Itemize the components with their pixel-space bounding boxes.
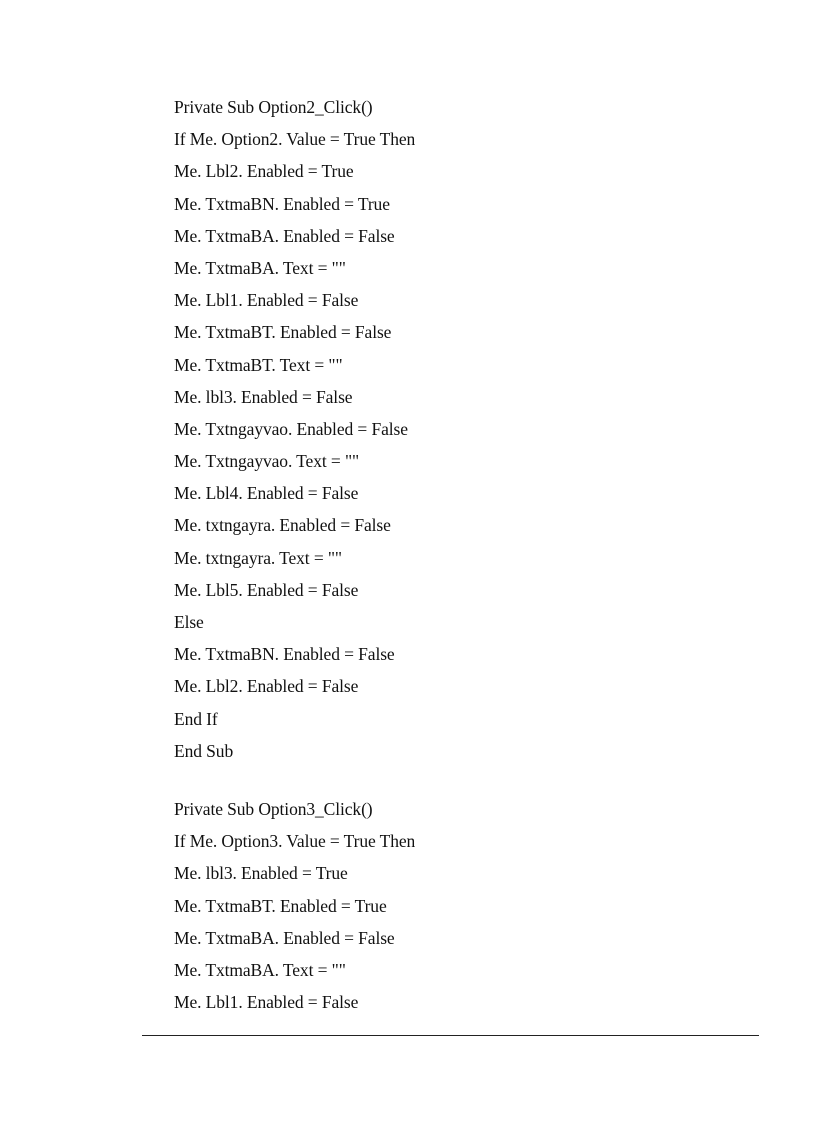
code-line: Me. lbl3. Enabled = False (174, 386, 353, 407)
code-line: Me. Txtngayvao. Text = "" (174, 451, 360, 472)
code-line: Me. Lbl5. Enabled = False (174, 579, 359, 600)
code-line: Me. txtngayra. Text = "" (174, 547, 342, 568)
code-line: Me. TxtmaBT. Enabled = False (174, 322, 392, 343)
code-line: If Me. Option3. Value = True Then (174, 831, 416, 852)
code-line: End Sub (174, 740, 234, 761)
code-line: Private Sub Option2_Click() (174, 97, 373, 117)
code-line: Me. TxtmaBA. Text = "" (174, 257, 346, 278)
code-line: End If (174, 708, 218, 729)
code-line: Me. TxtmaBT. Enabled = True (174, 895, 387, 916)
code-line: Me. Lbl2. Enabled = True (174, 161, 354, 182)
code-block-option2 (174, 91, 734, 767)
code-line: Me. Lbl2. Enabled = False (174, 676, 359, 697)
code-line: Me. TxtmaBA. Enabled = False (174, 225, 395, 246)
code-line: Me. txtngayra. Enabled = False (174, 515, 391, 536)
code-line: Else (174, 612, 204, 632)
code-block-option3 (174, 793, 734, 1018)
code-line: Private Sub Option3_Click() (174, 799, 373, 819)
footer-divider (142, 1035, 759, 1036)
code-line: Me. TxtmaBN. Enabled = True (174, 193, 390, 214)
code-line: Me. Lbl4. Enabled = False (174, 483, 359, 504)
code-line: Me. TxtmaBA. Enabled = False (174, 927, 395, 948)
code-line: Me. TxtmaBA. Text = "" (174, 959, 346, 980)
code-line: If Me. Option2. Value = True Then (174, 129, 416, 150)
code-line: Me. TxtmaBT. Text = "" (174, 354, 343, 375)
code-line: Me. TxtmaBN. Enabled = False (174, 644, 395, 665)
code-line: Me. lbl3. Enabled = True (174, 863, 348, 884)
code-line: Me. Txtngayvao. Enabled = False (174, 418, 408, 439)
code-line: Me. Lbl1. Enabled = False (174, 290, 359, 311)
code-line: Me. Lbl1. Enabled = False (174, 992, 359, 1013)
